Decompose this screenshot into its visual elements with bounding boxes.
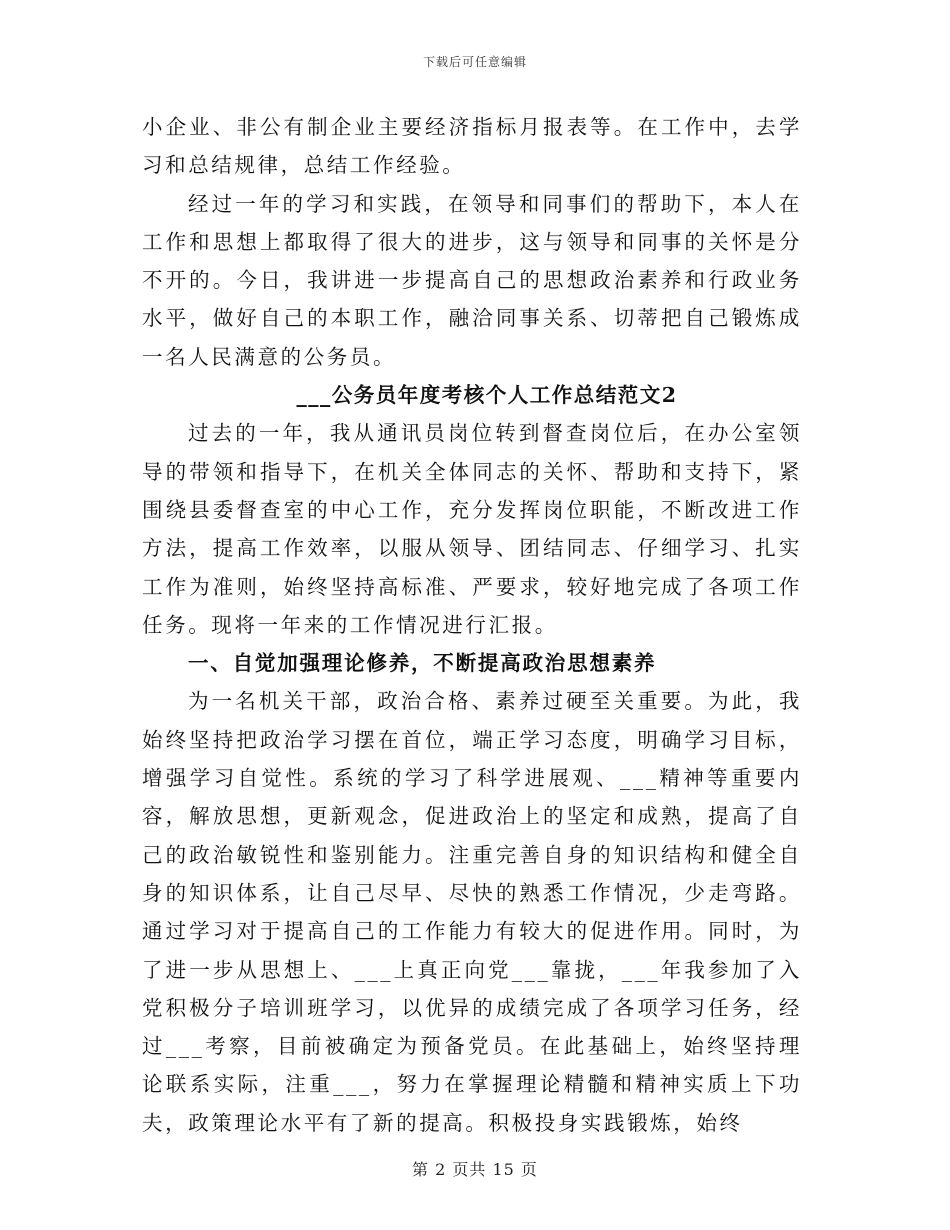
paragraph-summary: 经过一年的学习和实践，在领导和同事们的帮助下，本人在工作和思想上都取得了很大的进步，这与领导和同事的关怀是分不开的。今日，我讲进一步提高自己的思想政治素养和行政业务水平，做好自己的本职工作，融洽同事关系、切蒂把自己锻炼成一名人民满意的公务员。 [142,191,802,369]
page-header: 下载后可任意编辑 [422,55,527,69]
section-heading-1: 一、自觉加强理论修养，不断提高政治思想素养 [188,651,657,676]
document-body [142,108,802,1142]
paragraph-section-1: 为一名机关干部，政治合格、素养过硬至关重要。为此，我始终坚持把政治学习摆在首位，端正学习态度，明确学习目标，增强学习自觉性。系统的学习了科学进展观、___精神等重要内容，解放思想，更新观念，促进政治上的坚定和成熟，提高了自己的政治敏锐性和鉴别能力。注重完善自身的知识结构和健全自身的知识体系，让自己尽早、尽快的熟悉工作情况，少走弯路。通过学习对于提高自己的工作能力有较大的促进作用。同时，为了进一步从思想上、___上真正向党___靠拢，___年我参加了入党积极分子培训班学习，以优异的成绩完成了各项学习任务，经过___考察，目前被确定为预备党员。在此基础上，始终坚持理论联系实际，注重___，努力在掌握理论精髓和精神实质上下功夫，政策理论水平有了新的提高。积极投身实践锻炼，始终 [142,689,802,1135]
paragraph-intro: 过去的一年，我从通讯员岗位转到督查岗位后，在办公室领导的带领和指导下，在机关全体同志的关怀、帮助和支持下，紧围绕县委督查室的中心工作，充分发挥岗位职能，不断改进工作方法，提高工作效率，以服从领导、团结同志、仔细学习、扎实工作为准则，始终坚持高标准、严要求，较好地完成了各项工作任务。现将一年来的工作情况进行汇报。 [142,421,802,637]
page-footer: 第 2 页共 15 页 [412,1160,538,1179]
paragraph-continued: 小企业、非公有制企业主要经济指标月报表等。在工作中，去学习和总结规律，总结工作经验。 [142,115,802,178]
document-subtitle: ___公务员年度考核个人工作总结范文2 [296,383,678,408]
